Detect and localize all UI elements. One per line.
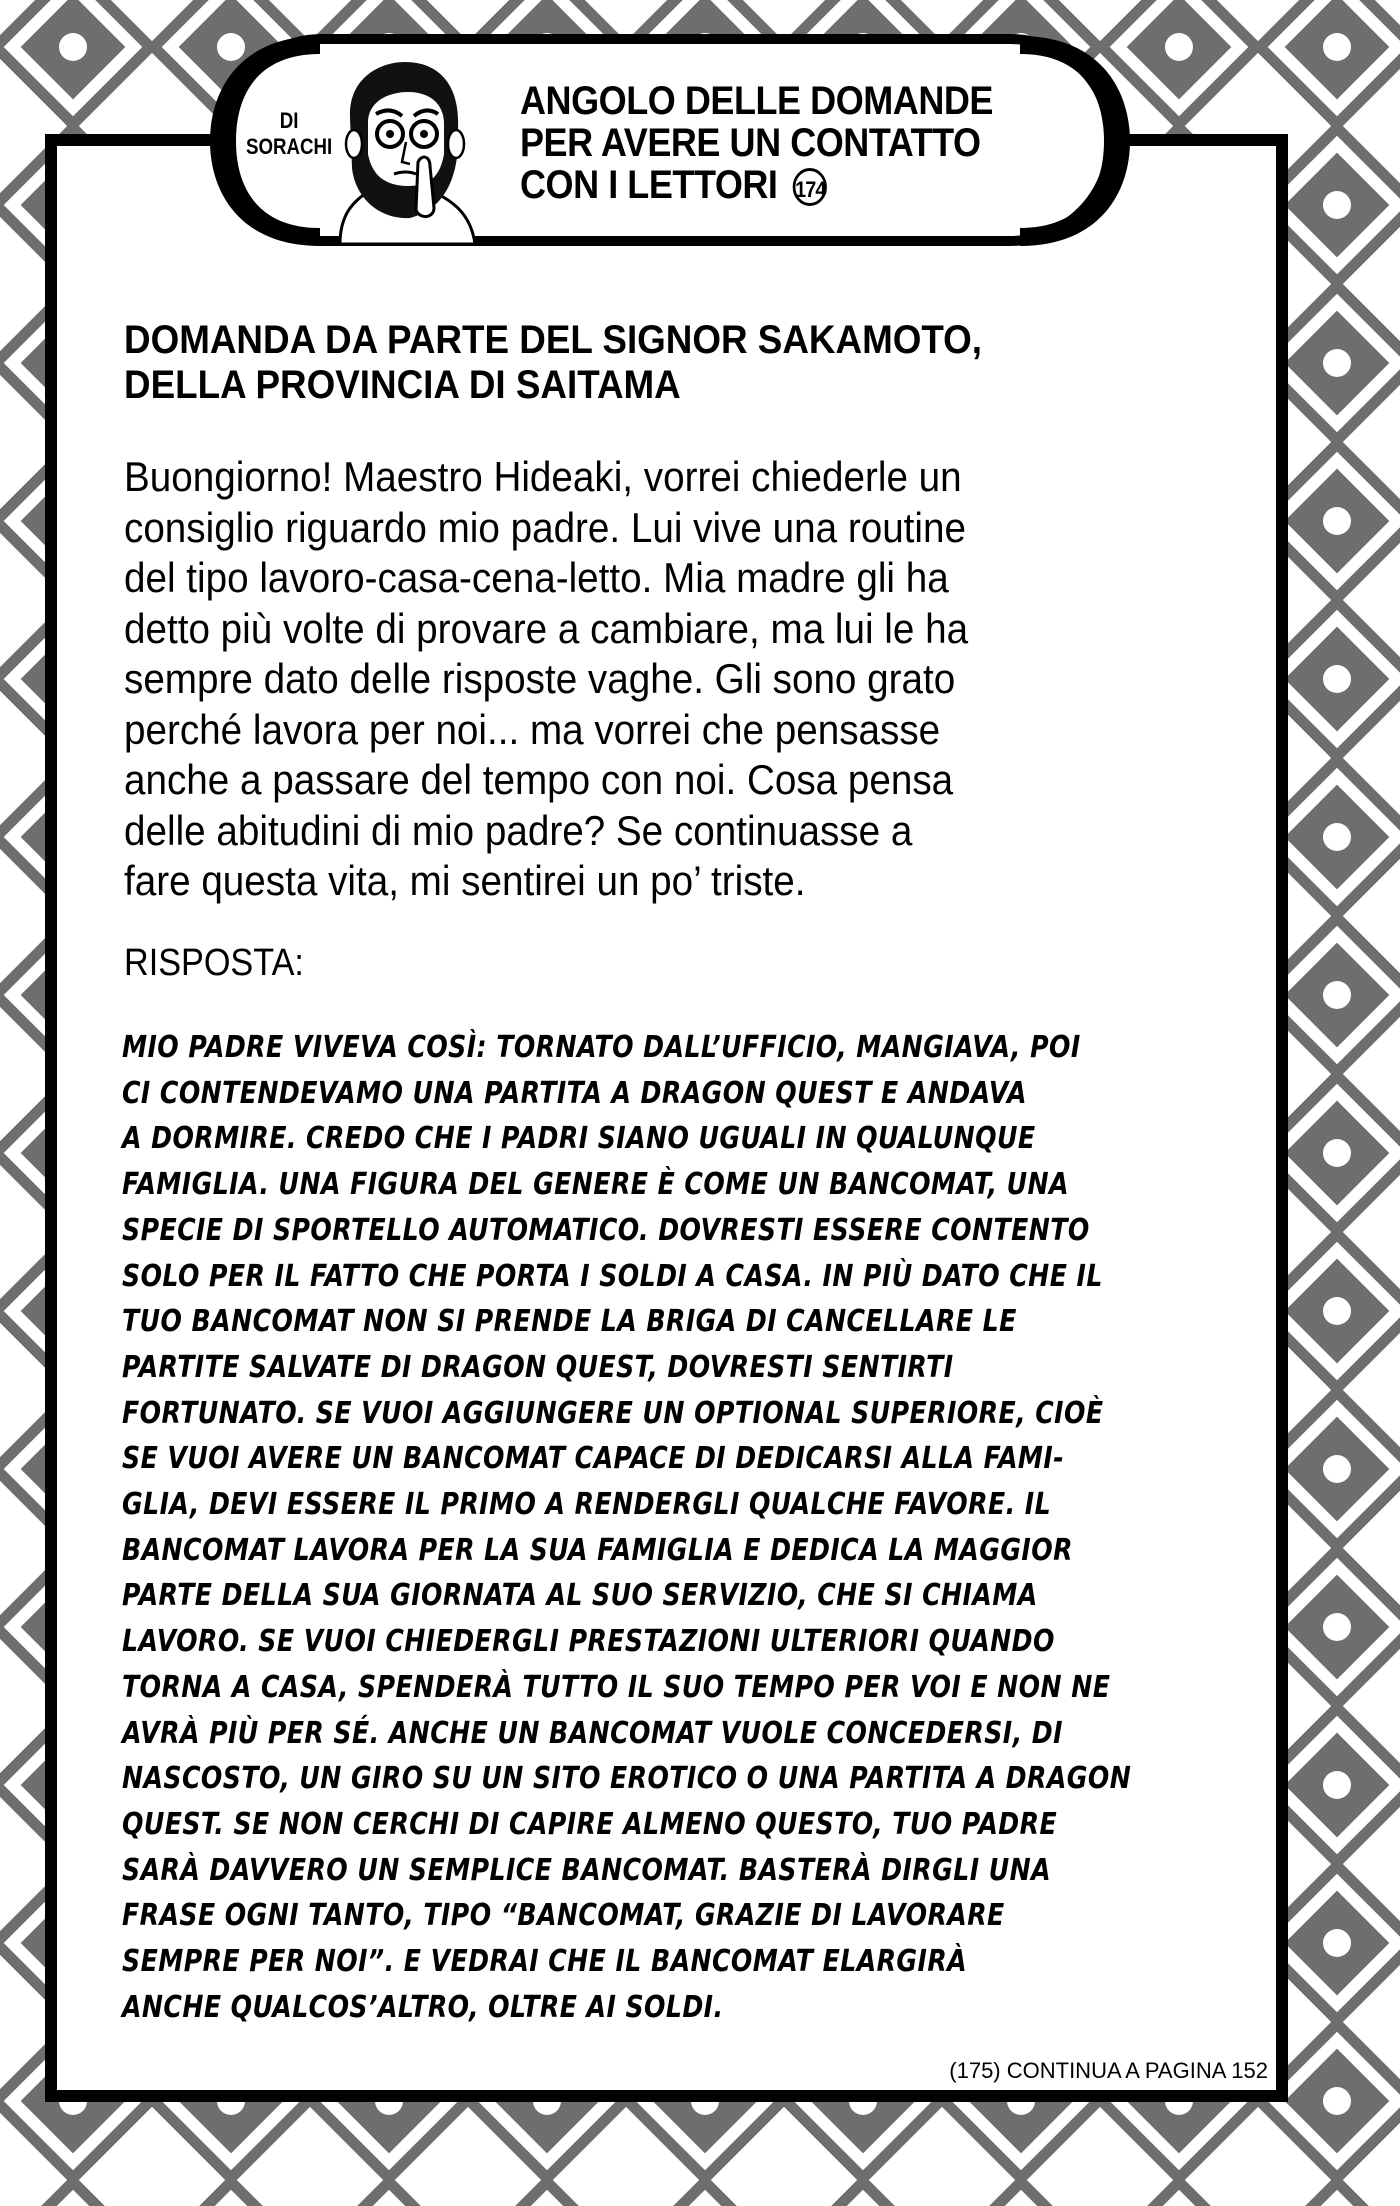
column-title-line: ANGOLO DELLE DOMANDE [520,79,993,123]
answer-line: TUO BANCOMAT NON SI PRENDE LA BRIGA DI CANCELLARE LE [122,1304,1017,1340]
question-line: anche a passare del tempo con noi. Cosa pensa [124,756,954,803]
answer-line: FORTUNATO. SE VUOI AGGIUNGERE UN OPTIONAL SUPERIORE, CIOÈ [122,1395,1104,1431]
answer-line: SE VUOI AVERE UN BANCOMAT CAPACE DI DEDICARSI ALLA FAMI- [122,1441,1065,1477]
answer-line: SARÀ DAVVERO UN SEMPLICE BANCOMAT. BASTERÀ DIRGLI UNA [122,1852,1052,1888]
column-title-line: CON I LETTORI [520,163,778,207]
answer-line: CI CONTENDEVAMO UNA PARTITA A DRAGON QUEST E ANDAVA [122,1075,1027,1111]
answer-line: SEMPRE PER NOI”. E VEDRAI CHE IL BANCOMAT ELARGIRÀ [122,1944,968,1980]
answer-line: FAMIGLIA. UNA FIGURA DEL GENERE È COME UN BANCOMAT, UNA [122,1167,1069,1203]
answer-line: QUEST. SE NON CERCHI DI CAPIRE ALMENO QUESTO, TUO PADRE [122,1806,1058,1842]
question-line: delle abitudini di mio padre? Se continuasse a [124,806,913,854]
question-body [124,452,1182,907]
answer-line: BANCOMAT LAVORA PER LA SUA FAMIGLIA E DEDICA LA MAGGIOR [122,1532,1073,1568]
question-heading [124,318,1136,408]
continuation-note: (175) CONTINUA A PAGINA 152 [949,2058,1268,2083]
answer-line: SPECIE DI SPORTELLO AUTOMATICO. DOVRESTI ESSERE CONTENTO [122,1212,1090,1248]
question-line: sempre dato delle risposte vaghe. Gli sono grato [124,655,956,702]
answer-line: GLIA, DEVI ESSERE IL PRIMO A RENDERGLI QUALCHE FAVORE. IL [122,1487,1052,1523]
answer-line: PARTE DELLA SUA GIORNATA AL SUO SERVIZIO, CHE SI CHIAMA [122,1578,1038,1614]
column-title [520,80,1024,206]
issue-number-badge: 174 [792,168,826,206]
answer-line: AVRÀ PIÙ PER SÉ. ANCHE UN BANCOMAT VUOLE CONCEDERSI, DI [122,1715,1063,1751]
question-line: del tipo lavoro-casa-cena-letto. Mia madre gli ha [124,554,949,601]
answer-line: NASCOSTO, UN GIRO SU UN SITO EROTICO O UNA PARTITA A DRAGON [122,1761,1132,1797]
answer-body [122,1025,1132,2030]
author-portrait-icon [310,58,490,244]
answer-line: MIO PADRE VIVEVA COSÌ: TORNATO DALL’UFFICIO, MANGIAVA, POI [122,1030,1081,1065]
author-label-line: DI [279,108,299,133]
answer-label: RISPOSTA: [124,942,304,984]
question-line: consiglio riguardo mio padre. Lui vive una routine [124,503,966,551]
answer-line: ANCHE QUALCOS’ALTRO, OLTRE AI SOLDI. [122,1989,724,2025]
answer-line: PARTITE SALVATE DI DRAGON QUEST, DOVRESTI SENTIRTI [122,1349,954,1385]
question-line: fare questa vita, mi sentirei un po’ triste. [124,857,806,904]
answer-line: SOLO PER IL FATTO CHE PORTA I SOLDI A CASA. IN PIÙ DATO CHE IL [122,1258,1103,1294]
answer-line: A DORMIRE. CREDO CHE I PADRI SIANO UGUALI IN QUALUNQUE [122,1121,1036,1157]
question-line: Buongiorno! Maestro Hideaki, vorrei chiederle un [124,453,962,500]
author-label-line: SORACHI [246,134,333,159]
answer-line: TORNA A CASA, SPENDERÀ TUTTO IL SUO TEMPO PER VOI E NON NE [122,1669,1111,1705]
column-title-line: PER AVERE UN CONTATTO [520,121,981,165]
question-line: detto più volte di provare a cambiare, ma lui le ha [124,604,969,652]
question-heading-line: DELLA PROVINCIA DI SAITAMA [124,363,681,407]
question-line: perché lavora per noi... ma vorrei che pensasse [124,705,941,753]
question-heading-line: DOMANDA DA PARTE DEL SIGNOR SAKAMOTO, [124,318,983,362]
answer-line: FRASE OGNI TANTO, TIPO “BANCOMAT, GRAZIE DI LAVORARE [122,1898,1005,1934]
answer-line: LAVORO. SE VUOI CHIEDERGLI PRESTAZIONI ULTERIORI QUANDO [122,1624,1055,1660]
